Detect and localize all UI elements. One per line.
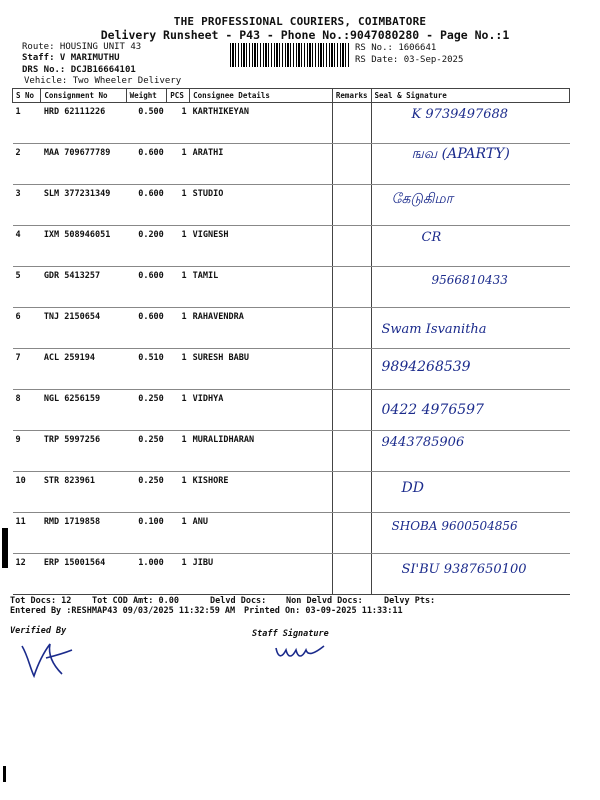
- row-consignment: HRD 62111226: [41, 103, 126, 144]
- row-consignment: IXM 508946051: [41, 226, 126, 267]
- row-pcs: 1: [167, 390, 190, 431]
- row-signature-cell: [371, 390, 569, 431]
- row-consignee: KISHORE: [190, 472, 333, 513]
- rs-number: RS No.: 1606641: [355, 43, 437, 53]
- row-pcs: 1: [167, 349, 190, 390]
- total-docs: Tot Docs: 12: [10, 596, 72, 606]
- row-sno: 1: [13, 103, 41, 144]
- row-consignee: STUDIO: [190, 185, 333, 226]
- row-consignee: JIBU: [190, 554, 333, 595]
- row-sno: 9: [13, 431, 41, 472]
- row-pcs: 1: [167, 185, 190, 226]
- row-consignment: ERP 15001564: [41, 554, 126, 595]
- handwritten-signature: 0422 4976597: [381, 402, 484, 418]
- staff-label: Staff: V MARIMUTHU: [22, 53, 120, 63]
- row-pcs: 1: [167, 144, 190, 185]
- row-remarks: [332, 185, 371, 226]
- row-consignee: TAMIL: [190, 267, 333, 308]
- row-consignment: STR 823961: [41, 472, 126, 513]
- delivery-points: Delvy Pts:: [384, 596, 436, 606]
- handwritten-signature: Swam Isvanitha: [381, 322, 487, 337]
- row-sno: 11: [13, 513, 41, 554]
- row-signature-cell: [371, 431, 569, 472]
- row-weight: 0.600: [126, 185, 167, 226]
- table-row: [13, 144, 570, 185]
- row-pcs: 1: [167, 472, 190, 513]
- drs-number: DRS No.: DCJB16664101: [22, 65, 136, 75]
- table-row: [13, 267, 570, 308]
- staff-signature-label: Staff Signature: [252, 629, 329, 639]
- row-signature-cell: [371, 554, 569, 595]
- row-signature-cell: [371, 226, 569, 267]
- row-consignee: VIGNESH: [190, 226, 333, 267]
- route-label: Route: HOUSING UNIT 43: [22, 42, 142, 52]
- table-row: [13, 308, 570, 349]
- row-weight: 1.000: [126, 554, 167, 595]
- row-remarks: [332, 267, 371, 308]
- runsheet-table: [12, 88, 570, 595]
- row-signature-cell: [371, 103, 569, 144]
- row-consignment: NGL 6256159: [41, 390, 126, 431]
- table-row: [13, 431, 570, 472]
- row-weight: 0.250: [126, 390, 167, 431]
- table-row: [13, 472, 570, 513]
- col-pcs: PCS: [167, 89, 190, 103]
- printed-on: Printed On: 03-09-2025 11:33:11: [244, 606, 403, 616]
- barcode: [230, 43, 350, 67]
- row-sno: 3: [13, 185, 41, 226]
- row-signature-cell: [371, 185, 569, 226]
- row-weight: 0.250: [126, 472, 167, 513]
- row-consignment: TNJ 2150654: [41, 308, 126, 349]
- row-remarks: [332, 431, 371, 472]
- edge-mark-bottom: [2, 766, 8, 782]
- row-consignee: RAHAVENDRA: [190, 308, 333, 349]
- row-consignment: RMD 1719858: [41, 513, 126, 554]
- row-sno: 2: [13, 144, 41, 185]
- table-row: [13, 390, 570, 431]
- row-weight: 0.600: [126, 308, 167, 349]
- table-header-row: [13, 89, 570, 103]
- row-sno: 5: [13, 267, 41, 308]
- staff-signature-mark: [272, 640, 332, 664]
- row-remarks: [332, 554, 371, 595]
- handwritten-signature: 9566810433: [431, 273, 508, 287]
- row-consignment: MAA 709677789: [41, 144, 126, 185]
- row-signature-cell: [371, 513, 569, 554]
- handwritten-signature: SI'BU 9387650100: [401, 562, 527, 577]
- row-pcs: 1: [167, 554, 190, 595]
- total-cod-amount: Tot COD Amt: 0.00: [92, 596, 179, 606]
- handwritten-signature: SHOBA 9600504856: [391, 519, 518, 533]
- handwritten-signature: CR: [421, 230, 442, 245]
- row-signature-cell: [371, 349, 569, 390]
- row-pcs: 1: [167, 267, 190, 308]
- row-pcs: 1: [167, 513, 190, 554]
- runsheet-title: Delivery Runsheet - P43 - Phone No.:9047080280 - Page No.:1: [100, 28, 510, 42]
- row-signature-cell: [371, 144, 569, 185]
- row-consignment: ACL 259194: [41, 349, 126, 390]
- col-remarks: Remarks: [332, 89, 371, 103]
- row-remarks: [332, 349, 371, 390]
- row-consignment: TRP 5997256: [41, 431, 126, 472]
- row-consignment: GDR 5413257: [41, 267, 126, 308]
- row-remarks: [332, 513, 371, 554]
- row-remarks: [332, 144, 371, 185]
- handwritten-signature: DD: [401, 480, 424, 496]
- row-sno: 6: [13, 308, 41, 349]
- table-row: [13, 554, 570, 595]
- row-pcs: 1: [167, 431, 190, 472]
- non-delivered-docs: Non Delvd Docs:: [286, 596, 363, 606]
- row-remarks: [332, 390, 371, 431]
- row-consignee: MURALIDHARAN: [190, 431, 333, 472]
- row-pcs: 1: [167, 103, 190, 144]
- row-sno: 8: [13, 390, 41, 431]
- row-signature-cell: [371, 267, 569, 308]
- row-consignment: SLM 377231349: [41, 185, 126, 226]
- row-sno: 12: [13, 554, 41, 595]
- row-weight: 0.600: [126, 144, 167, 185]
- row-consignee: ARATHI: [190, 144, 333, 185]
- handwritten-signature: 9443785906: [381, 435, 465, 450]
- row-consignee: ANU: [190, 513, 333, 554]
- row-signature-cell: [371, 308, 569, 349]
- row-sno: 7: [13, 349, 41, 390]
- delivered-docs: Delvd Docs:: [210, 596, 267, 606]
- row-weight: 0.100: [126, 513, 167, 554]
- row-weight: 0.250: [126, 431, 167, 472]
- row-pcs: 1: [167, 308, 190, 349]
- row-remarks: [332, 226, 371, 267]
- handwritten-signature: ஙவ (APARTY): [411, 146, 510, 162]
- row-remarks: [332, 308, 371, 349]
- row-remarks: [332, 103, 371, 144]
- col-sno: S No: [13, 89, 41, 103]
- company-title: THE PROFESSIONAL COURIERS, COIMBATORE: [173, 15, 427, 28]
- table-row: [13, 103, 570, 144]
- col-weight: Weight: [126, 89, 167, 103]
- row-weight: 0.200: [126, 226, 167, 267]
- handwritten-signature: 9894268539: [381, 359, 471, 375]
- table-row: [13, 349, 570, 390]
- row-consignee: VIDHYA: [190, 390, 333, 431]
- row-weight: 0.510: [126, 349, 167, 390]
- verified-by-label: Verified By: [10, 626, 67, 636]
- table-row: [13, 226, 570, 267]
- row-signature-cell: [371, 472, 569, 513]
- entered-by: Entered By :RESHMAP43 09/03/2025 11:32:59 AM: [10, 606, 236, 616]
- rs-date: RS Date: 03-Sep-2025: [355, 55, 464, 65]
- handwritten-signature: K 9739497688: [411, 107, 509, 122]
- col-consignment: Consignment No: [41, 89, 126, 103]
- col-consignee: Consignee Details: [190, 89, 333, 103]
- handwritten-signature: கேடுகிமா: [391, 191, 453, 207]
- row-sno: 10: [13, 472, 41, 513]
- row-consignee: KARTHIKEYAN: [190, 103, 333, 144]
- row-weight: 0.500: [126, 103, 167, 144]
- edge-mark: [2, 528, 10, 568]
- row-remarks: [332, 472, 371, 513]
- row-consignee: SURESH BABU: [190, 349, 333, 390]
- table-row: [13, 185, 570, 226]
- vehicle-label: Vehicle: Two Wheeler Delivery: [24, 76, 182, 86]
- table-row: [13, 513, 570, 554]
- row-weight: 0.600: [126, 267, 167, 308]
- row-pcs: 1: [167, 226, 190, 267]
- verifier-signature-mark: [18, 638, 78, 680]
- row-sno: 4: [13, 226, 41, 267]
- col-seal-signature: Seal & Signature: [371, 89, 569, 103]
